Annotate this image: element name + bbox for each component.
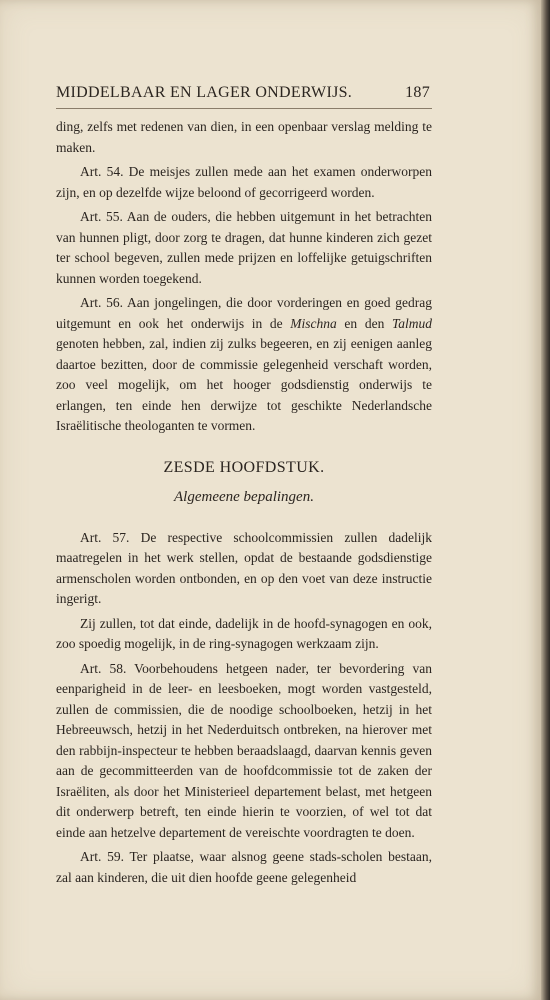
section-heading: Algemeene bepalingen.: [174, 488, 314, 505]
page-content: [56, 84, 432, 892]
paragraph-art-56: [56, 293, 432, 437]
chapter-heading: ZESDE HOOFDSTUK.: [163, 458, 325, 476]
art-56-text-2: en den: [336, 315, 392, 331]
paragraph-art-57: Art. 57. De respective schoolcommissien zullen dadelijk maatregelen in het werk stellen, opdat de bestaande godsdienstige armenscholen worden ontbonden, en op den voet van deze instructie ingerigt.: [56, 529, 432, 606]
page-number: 187: [405, 84, 430, 101]
paragraph-continuation: ding, zelfs met redenen van dien, in een openbaar verslag melding te maken.: [56, 119, 432, 155]
art-56-text-1: Art. 56. Aan jongelingen, die door vorderingen en goed gedrag uitgemunt en ook het onderwijs in de: [56, 295, 432, 331]
term-mischna: Mischna: [290, 315, 337, 331]
page-edge-shadow: [541, 0, 550, 1000]
running-title: MIDDELBAAR EN LAGER ONDERWIJS.: [56, 84, 353, 101]
paragraph-art-59: Art. 59. Ter plaatse, waar alsnog geene stads-scholen bestaan, zal aan kinderen, die uit dien hoofde geene gelegenheid: [56, 849, 432, 885]
term-talmud: Talmud: [391, 315, 433, 331]
paragraph-art-58: Art. 58. Voorbehoudens hetgeen nader, ter bevordering van eenparigheid in de leer- en leesboeken, mogt worden vastgesteld, zullen de commissien, die de noodige schoolboeken, hetzij in het Hebreeuwsch, hetzij in het Nederduitsch ontbreken, na hierover met den rabbijn-inspecteur te hebben beraadslaagd, daarvan kennis geven aan de gecommitteerden van de hoofdcommissie tot de zaken der Israëliten, als door het Ministerieel departement belast, met hetgeen dit onderwerp betreft, ten einde hierin te voorzien, of wel tot dat einde aan hetzelve departement de vereischte voordragten te doen.: [56, 660, 432, 840]
paragraph-art-54: Art. 54. De meisjes zullen mede aan het examen onderworpen zijn, en op dezelfde wijze beloond of gecorrigeerd worden.: [56, 164, 432, 200]
paragraph-art-57-cont: Zij zullen, tot dat einde, dadelijk in de hoofd-synagogen en ook, zoo spoedig mogelijk, in de ring-synagogen werkzaam zijn.: [56, 615, 432, 651]
paragraph-art-55: Art. 55. Aan de ouders, die hebben uitgemunt in het betrachten van hunnen pligt, door zorg te dragen, dat hunne kinderen zich gezet ter school begeven, zullen mede prijzen en loffelijke getuigschriften kunnen worden toegekend.: [56, 209, 432, 286]
art-56-text-3: genoten hebben, zal, indien zij zulks begeeren, en zij eenigen aanleg daartoe bezitten, door de commissie gelegenheid verschaft worden, zoo veel mogelijk, om het hooger godsdienstig onderwijs te erlangen, ten einde hen derwijze tot geschikte Nederlandsche Israëlitische theologanten te vormen.: [56, 336, 432, 433]
running-header: [56, 84, 432, 109]
